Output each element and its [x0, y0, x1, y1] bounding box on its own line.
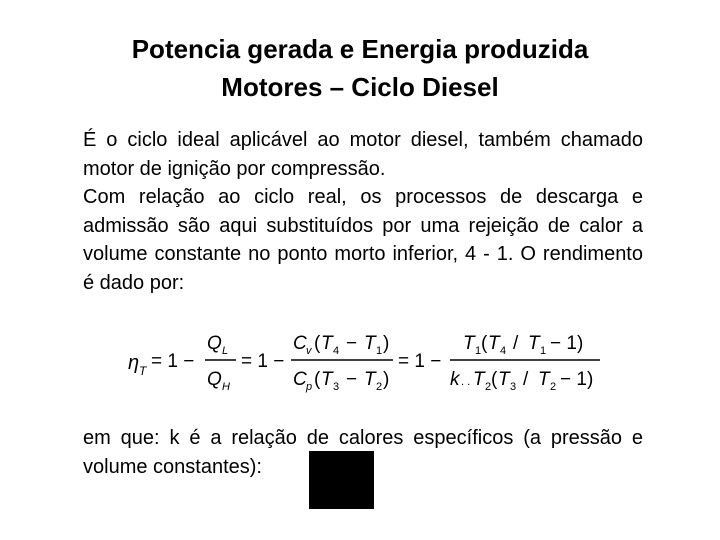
- svg-text:3: 3: [333, 381, 340, 393]
- svg-text:−: −: [346, 333, 358, 354]
- paragraph-definition: É o ciclo ideal aplicável ao motor diesel, também chamado motor de ignição por compressão.: [83, 129, 643, 180]
- svg-text:(: (: [481, 333, 488, 354]
- svg-text:): ): [383, 369, 390, 390]
- svg-text:T: T: [364, 333, 376, 354]
- svg-text:− 1): − 1): [560, 369, 594, 390]
- svg-text:C: C: [293, 333, 307, 354]
- svg-text:2: 2: [376, 381, 383, 393]
- svg-text:= 1 −: = 1 −: [151, 351, 195, 372]
- svg-text:T: T: [528, 333, 540, 354]
- svg-text:): ): [383, 333, 390, 354]
- svg-text:(: (: [314, 369, 321, 390]
- svg-text:Q: Q: [207, 369, 222, 390]
- svg-text:(: (: [491, 369, 498, 390]
- title-line-2: Motores – Ciclo Diesel: [221, 72, 499, 102]
- svg-text:/: /: [523, 369, 529, 390]
- svg-text:k: k: [450, 369, 460, 390]
- svg-text:p: p: [306, 381, 313, 393]
- svg-text:T: T: [139, 364, 147, 378]
- note-paragraph: em que: k é a relação de calores específicos (a pressão e volume constantes):: [83, 427, 643, 478]
- formula-image: [128, 322, 608, 402]
- black-placeholder-box: [309, 451, 374, 509]
- svg-text:/: /: [513, 333, 519, 354]
- svg-text:= 1 −: = 1 −: [398, 351, 442, 372]
- title-line-1: Potencia gerada e Energia produzida: [131, 34, 589, 64]
- svg-text:4: 4: [500, 345, 507, 357]
- svg-text:T: T: [463, 333, 475, 354]
- svg-text:T: T: [364, 369, 376, 390]
- svg-text:T: T: [321, 369, 333, 390]
- svg-text:−: −: [346, 369, 358, 390]
- svg-text:− 1): − 1): [550, 333, 584, 354]
- svg-text:2: 2: [485, 381, 492, 393]
- svg-text:1: 1: [475, 345, 482, 357]
- svg-text:C: C: [293, 369, 307, 390]
- svg-text:2: 2: [550, 381, 557, 393]
- paragraph-real-cycle: Com relação ao ciclo real, os processos de descarga e admissão são aqui substituídos por uma rejeição de calor a volume constante no ponto morto inferior, 4 - 1. O rendimento é dado por:: [83, 186, 643, 294]
- svg-text:T: T: [538, 369, 550, 390]
- svg-text:3: 3: [510, 381, 517, 393]
- svg-text:T: T: [498, 369, 510, 390]
- svg-text:v: v: [306, 345, 312, 357]
- svg-text:(: (: [314, 333, 321, 354]
- slide-title: [60, 30, 660, 106]
- svg-text:1: 1: [376, 345, 383, 357]
- svg-text:. .: . .: [461, 376, 471, 388]
- svg-text:= 1 −: = 1 −: [241, 351, 285, 372]
- svg-text:T: T: [473, 369, 485, 390]
- svg-text:T: T: [321, 333, 333, 354]
- svg-text:η: η: [128, 352, 140, 374]
- svg-text:T: T: [488, 333, 500, 354]
- svg-text:4: 4: [333, 345, 340, 357]
- efficiency-formula: [128, 322, 608, 402]
- svg-text:L: L: [222, 345, 229, 357]
- svg-text:Q: Q: [207, 333, 222, 354]
- svg-text:1: 1: [540, 345, 547, 357]
- svg-text:H: H: [222, 381, 230, 393]
- slide-body: [83, 126, 643, 297]
